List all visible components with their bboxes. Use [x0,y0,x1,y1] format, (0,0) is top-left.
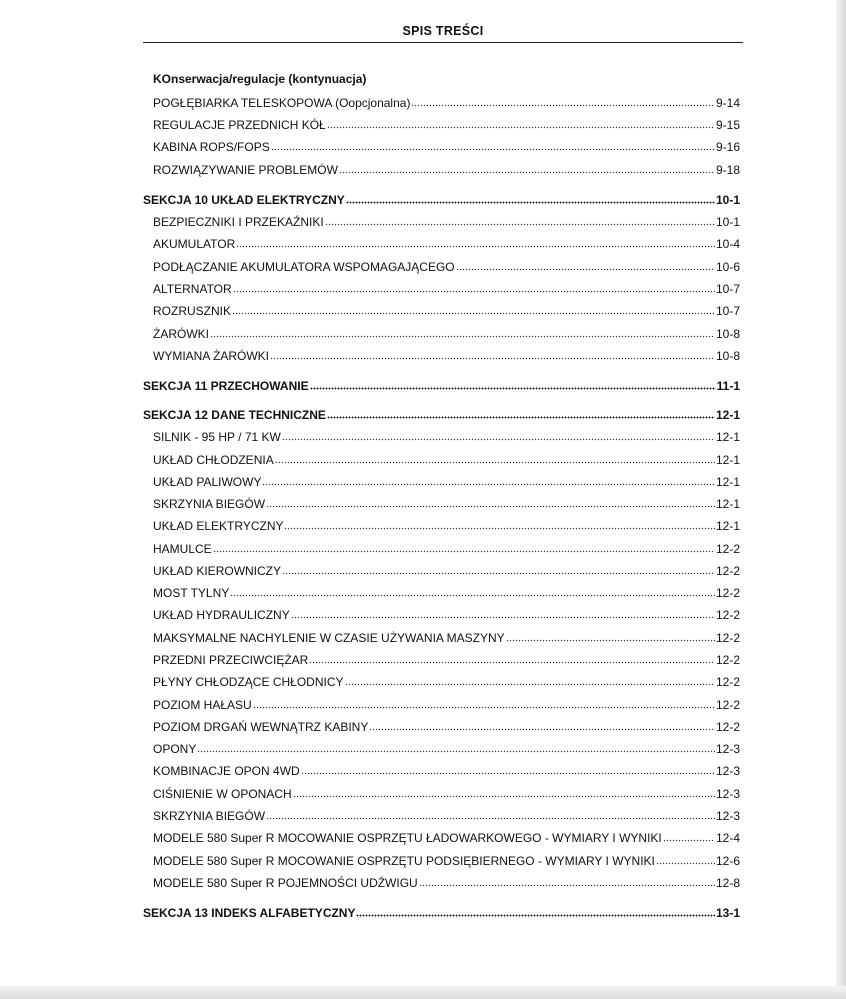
dot-leader [339,171,715,174]
toc-entry-label: POZIOM DRGAŃ WEWNĄTRZ KABINY [153,720,369,734]
toc-entry-page: 9-18 [715,163,740,177]
toc-entry[interactable] [153,213,740,229]
toc-entry[interactable] [153,852,740,868]
toc-section-page: 11-1 [716,379,740,393]
toc-entry-page: 9-14 [715,96,740,110]
toc-entry-page: 12-4 [715,831,740,845]
toc-entry-label: ŻARÓWKI [153,327,209,341]
toc-entry-page: 10-7 [715,304,740,318]
toc-entry[interactable] [153,325,740,341]
toc-entry-label: UKŁAD CHŁODZENIA [153,453,274,467]
toc-entry[interactable] [153,116,740,132]
toc-section-page: 13-1 [715,906,740,920]
toc-entry-page: 10-4 [715,237,740,251]
dot-leader [262,483,715,486]
toc-entry[interactable] [153,629,740,645]
toc-entry[interactable] [153,138,740,154]
toc-entry-page: 10-8 [715,349,740,363]
toc-entry-page: 12-1 [715,453,740,467]
continuation-heading: KOnserwacja/regulacje (kontynuacja) [153,72,367,86]
toc-section-11[interactable] [143,377,740,393]
toc-section-page: 12-1 [715,408,740,422]
toc-entry[interactable] [153,347,740,363]
toc-entry-label: UKŁAD PALIWOWY [153,475,262,489]
toc-entry-label: MODELE 580 Super R MOCOWANIE OSPRZĘTU PODSIĘBIERNEGO - WYMIARY I WYNIKI [153,854,655,868]
dot-leader [282,438,715,441]
toc-entry[interactable] [153,785,740,801]
toc-entry-page: 12-2 [715,653,740,667]
toc-entry[interactable] [153,673,740,689]
toc-entry[interactable] [153,562,740,578]
dot-leader [233,290,715,293]
toc-section-label: SEKCJA 12 DANE TECHNICZNE [143,408,326,422]
toc-section-page: 10-1 [715,193,740,207]
toc-entry-label: PODŁĄCZANIE AKUMULATORA WSPOMAGAJĄCEGO [153,260,455,274]
toc-entry-page: 12-2 [715,586,740,600]
dot-leader [293,795,715,798]
toc-entry-label: WYMIANA ŻARÓWKI [153,349,270,363]
toc-section-10[interactable] [143,191,740,207]
toc-entry-page: 12-2 [715,631,740,645]
dot-leader [346,201,715,204]
toc-entry-label: CIŚNIENIE W OPONACH [153,787,292,801]
toc-section-12[interactable] [143,406,740,422]
toc-entry-page: 9-15 [715,118,740,132]
dot-leader [411,104,715,107]
toc-entry-label: SKRZYNIA BIEGÓW [153,809,266,823]
toc-entry-page: 12-1 [715,519,740,533]
dot-leader [356,914,714,917]
toc-entry[interactable] [153,235,740,251]
dot-leader [282,572,715,575]
dot-leader [327,126,715,129]
toc-entry[interactable] [153,651,740,667]
toc-entry-label: ALTERNATOR [153,282,232,296]
dot-leader [197,750,715,753]
dot-leader [419,884,715,887]
toc-entry[interactable] [153,584,740,600]
dot-leader [291,616,715,619]
dot-leader [253,706,715,709]
toc-entry[interactable] [153,302,740,318]
dot-leader [345,683,715,686]
toc-entry[interactable] [153,280,740,296]
toc-entry-page: 12-2 [715,675,740,689]
toc-entry-page: 12-3 [715,764,740,778]
toc-entry[interactable] [153,258,740,274]
toc-entry[interactable] [153,473,740,489]
toc-entry-label: AKUMULATOR [153,237,236,251]
toc-entry-page: 12-1 [715,497,740,511]
toc-entry-label: ROZRUSZNIK [153,304,231,318]
toc-entry[interactable] [153,874,740,890]
toc-section-13[interactable] [143,904,740,920]
toc-entry-page: 12-2 [715,720,740,734]
dot-leader [310,387,716,390]
toc-entry[interactable] [153,807,740,823]
toc-entry-label: HAMULCE [153,542,212,556]
dot-leader [230,594,715,597]
dot-leader [275,461,715,464]
toc-entry-page: 10-6 [715,260,740,274]
toc-entry-label: PŁYNY CHŁODZĄCE CHŁODNICY [153,675,344,689]
toc-entry-page: 12-1 [715,475,740,489]
toc-entry[interactable] [153,161,740,177]
toc-entry[interactable] [153,718,740,734]
dot-leader [301,772,715,775]
toc-entry-page: 12-3 [715,742,740,756]
toc-section-label: SEKCJA 11 PRZECHOWANIE [143,379,309,393]
toc-entry-label: PRZEDNI PRZECIWCIĘŻAR [153,653,309,667]
toc-entry-label: UKŁAD ELEKTRYCZNY [153,519,284,533]
toc-entry-label: ROZWIĄZYWANIE PROBLEMÓW [153,163,338,177]
dot-leader [270,357,715,360]
dot-leader [213,550,715,553]
toc-entry-page: 12-1 [715,430,740,444]
toc-entry-label: OPONY [153,742,197,756]
toc-entry-label: SKRZYNIA BIEGÓW [153,497,266,511]
toc-entry[interactable] [153,540,740,556]
toc-entry[interactable] [153,94,740,110]
dot-leader [232,312,715,315]
toc-entry-label: UKŁAD KIEROWNICZY [153,564,282,578]
toc-entry[interactable] [153,606,740,622]
toc-entry-label: BEZPIECZNIKI I PRZEKAŹNIKI [153,215,324,229]
toc-entry-label: KOMBINACJE OPON 4WD [153,764,300,778]
toc-entry-label: MAKSYMALNE NACHYLENIE W CZASIE UŻYWANIA MASZYNY [153,631,505,645]
dot-leader [284,527,714,530]
toc-entry[interactable] [153,740,740,756]
toc-section-label: SEKCJA 13 INDEKS ALFABETYCZNY [143,906,356,920]
toc-entry-page: 12-6 [715,854,740,868]
toc-entry-page: 12-8 [715,876,740,890]
dot-leader [325,223,715,226]
dot-leader [656,862,715,865]
toc-entry-label: KABINA ROPS/FOPS [153,140,270,154]
toc-entry[interactable] [153,762,740,778]
toc-entry[interactable] [153,696,740,712]
dot-leader [456,268,715,271]
toc-entry[interactable] [153,428,740,444]
dot-leader [663,839,715,842]
page-title: SPIS TREŚCI [402,24,484,38]
dot-leader [506,639,715,642]
toc-entry-label: POGŁĘBIARKA TELESKOPOWA (Oopcjonalna) [153,96,411,110]
toc-entry-label: MODELE 580 Super R MOCOWANIE OSPRZĘTU ŁADOWARKOWEGO - WYMIARY I WYNIKI [153,831,662,845]
toc-entry-label: POZIOM HAŁASU [153,698,252,712]
toc-entry-page: 12-2 [715,564,740,578]
toc-entry[interactable] [153,517,740,533]
toc-entry-label: MODELE 580 Super R POJEMNOŚCI UDŹWIGU [153,876,418,890]
toc-entry-page: 12-3 [715,809,740,823]
toc-entry-page: 12-2 [715,608,740,622]
toc-entry-page: 10-1 [715,215,740,229]
toc-entry-page: 10-8 [715,327,740,341]
toc-entry[interactable] [153,451,740,467]
toc-entry-page: 12-2 [715,698,740,712]
toc-entry-label: SILNIK - 95 HP / 71 KW [153,430,281,444]
toc-entry-page: 10-7 [715,282,740,296]
dot-leader [236,245,715,248]
dot-leader [266,505,715,508]
toc-entry-label: MOST TYLNY [153,586,230,600]
dot-leader [327,416,715,419]
toc-entry-page: 9-16 [715,140,740,154]
dot-leader [210,335,715,338]
toc-section-label: SEKCJA 10 UKŁAD ELEKTRYCZNY [143,193,345,207]
dot-leader [266,817,715,820]
dot-leader [369,728,715,731]
toc-entry-label: REGULACJE PRZEDNICH KÓŁ [153,118,326,132]
toc-entry[interactable] [153,495,740,511]
toc-entry[interactable] [153,829,740,845]
toc-entry-page: 12-2 [715,542,740,556]
dot-leader [309,661,715,664]
dot-leader [271,148,715,151]
toc-entry-page: 12-3 [715,787,740,801]
toc-entry-label: UKŁAD HYDRAULICZNY [153,608,290,622]
